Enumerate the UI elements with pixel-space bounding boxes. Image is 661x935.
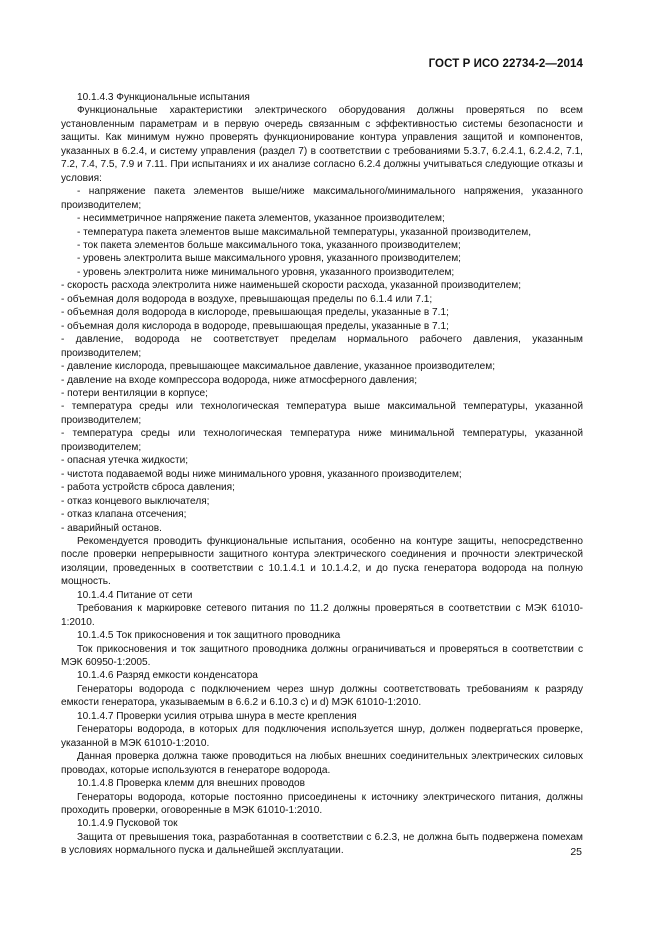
list-item: - уровень электролита выше максимального уровня, указанного производителем; [77, 253, 461, 265]
list-item: - температура среды или технологическая температура выше максимальной температуры, указанной производителем; [61, 401, 583, 426]
list-item: - давление на входе компрессора водорода, ниже атмосферного давления; [61, 374, 418, 386]
paragraph: Генераторы водорода, которые постоянно присоединены к источнику электрического питания, должны проходить проверки, оговоренные в МЭК 61010-1:2010. [61, 791, 583, 817]
section-heading: 10.1.4.3 Функциональные испытания [77, 92, 250, 103]
list-item: - объемная доля кислорода в водороде, превышающая пределы, указанные в 7.1; [61, 320, 449, 332]
list-item: - температура пакета элементов выше максимальной температуры, указанной производителем, [77, 226, 532, 238]
section-heading: 10.1.4.9 Пусковой ток [77, 818, 178, 830]
list-item: - напряжение пакета элементов выше/ниже максимального/минимального напряжения, указанного производителем; [61, 186, 583, 211]
paragraph: Функциональные характеристики электрического оборудования должны проверяться по всем установленным параметрам и в первую очередь связанным с эффективностью системы безопасности и защиты. Как минимум нужно проверять функционирование контура управления защитой и компонентов, указанных в 6.2.4, и систему управления (раздел 7) в соответствии с требованиями 5.3.7, 6.2.4.1, 6.2.4.2, 7.1, 7.2, 7.4, 7.5, 7.9 и 7.11. При испытаниях и их анализе согласно 6.2.4 должны учитываться следующие отказы и условия: [61, 105, 583, 184]
list-item: - отказ концевого выключателя; [61, 495, 210, 507]
section-heading: 10.1.4.5 Ток прикосновения и ток защитного проводника [77, 630, 341, 642]
list-item: - давление, водорода не соответствует пределам нормального рабочего давления, указанным производителем; [61, 334, 583, 359]
section-heading: 10.1.4.7 Проверки усилия отрыва шнура в месте крепления [77, 710, 357, 722]
list-item: - чистота подаваемой воды ниже минимального уровня, указанного производителем; [61, 468, 462, 480]
section-heading: 10.1.4.6 Разряд емкости конденсатора [77, 670, 258, 682]
list-item: - уровень электролита ниже минимального уровня, указанного производителем; [77, 266, 455, 278]
section-heading: 10.1.4.4 Питание от сети [77, 589, 193, 601]
paragraph: Рекомендуется проводить функциональные испытания, особенно на контуре защиты, непосредственно после проверки непрерывности защитного контура электрического соединения и прочности электрической изоляции, проведенных в соответствии с 10.1.4.1 и 10.1.4.2, и до пуска генератора водорода на полную мощность. [61, 535, 583, 588]
document-body [61, 91, 583, 858]
list-item: - скорость расхода электролита ниже наименьшей скорости расхода, указанной производителем; [61, 280, 522, 292]
paragraph: Требования к маркировке сетевого питания по 11.2 должны проверяться в соответствии с МЭК 61010-1:2010. [61, 603, 583, 628]
list-item: - температура среды или технологическая температура ниже минимальной температуры, указанной производителем; [61, 428, 583, 453]
list-item: - потери вентиляции в корпусе; [61, 387, 208, 399]
paragraph: Данная проверка должна также проводиться на любых внешних соединительных электрических силовых проводах, которые используются в генераторе водорода. [61, 751, 583, 776]
paragraph: Генераторы водорода с подключением через шнур должны соответствовать требованиям к разряду емкости генератора, указываемым в 6.6.2 и 6.10.3 с) и d) МЭК 61010-1:2010. [61, 683, 583, 709]
list-item: - опасная утечка жидкости; [61, 455, 189, 467]
list-item: - аварийный останов. [61, 522, 162, 534]
list-item: - давление кислорода, превышающее максимальное давление, указанное производителем; [61, 361, 496, 373]
page-number: 25 [570, 846, 582, 858]
paragraph: Ток прикосновения и ток защитного проводника должны ограничиваться и проверяться в соответствии с МЭК 60950-1:2005. [61, 643, 583, 669]
document-header: ГОСТ Р ИСО 22734-2—2014 [428, 58, 583, 70]
list-item: - ток пакета элементов больше максимального тока, указанного производителем; [77, 239, 461, 251]
paragraph: Генераторы водорода, в которых для подключения используется шнур, должен подвергаться проверке, указанной в МЭК 61010-1:2010. [61, 724, 583, 749]
list-item: - объемная доля водорода в кислороде, превышающая пределы, указанные в 7.1; [61, 307, 449, 319]
list-item: - работа устройств сброса давления; [61, 482, 235, 494]
list-item: - отказ клапана отсечения; [61, 509, 187, 521]
list-item: - объемная доля водорода в воздухе, превышающая пределы по 6.1.4 или 7.1; [61, 293, 433, 305]
paragraph: Защита от превышения тока, разработанная в соответствии с 6.2.3, не должна быть подвержена помехам в условиях нормального пуска и дальнейшей эксплуатации. [61, 831, 583, 857]
section-heading: 10.1.4.8 Проверка клемм для внешних проводов [77, 778, 305, 790]
list-item: - несимметричное напряжение пакета элементов, указанное производителем; [77, 213, 445, 225]
